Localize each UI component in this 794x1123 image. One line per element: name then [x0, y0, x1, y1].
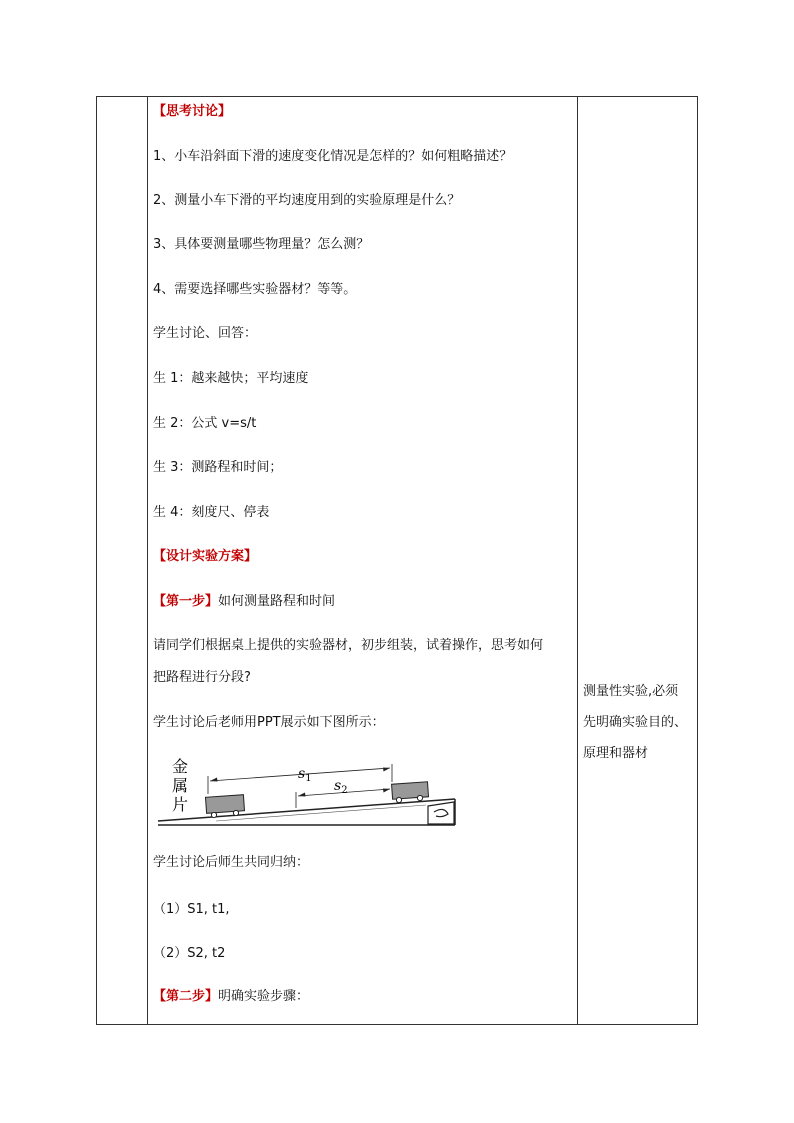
answer-2: 生 2：公式 v=s/t	[153, 416, 257, 431]
s2-label: $s_2$	[334, 778, 348, 796]
column-divider-left	[147, 97, 148, 1024]
incline-figure	[156, 752, 460, 832]
s1-arrowhead-right	[383, 768, 390, 772]
step-1	[153, 594, 335, 610]
answer-1: 生 1：越来越快；平均速度	[153, 371, 309, 386]
question-4: 4、需要选择哪些实验器材？等等。	[153, 282, 357, 297]
s2-arrowhead-right	[383, 789, 390, 793]
paragraph-line-2: 把路程进行分段?	[153, 670, 251, 685]
paragraph-line-1: 请同学们根据桌上提供的实验器材，初步组装，试着操作，思考如何	[153, 638, 544, 653]
answer-3: 生 3：测路程和时间；	[153, 460, 283, 475]
step-2-text: 明确实验步骤：	[218, 989, 310, 1004]
student-intro: 学生讨论、回答：	[153, 326, 258, 341]
step-1-tag: 【第一步】	[153, 594, 219, 609]
incline-surface	[158, 799, 455, 821]
note-line-2: 先明确实验目的、	[583, 715, 688, 730]
cart-top-wheel-1	[396, 797, 401, 802]
incline-under	[216, 805, 426, 821]
cart-top	[392, 782, 429, 799]
cart-bottom-wheel-2	[233, 810, 238, 815]
cart-bottom-wheel-1	[211, 812, 216, 817]
summary-intro: 学生讨论后师生共同归纳：	[153, 855, 310, 870]
heading-discussion: 【思考讨论】	[153, 104, 232, 119]
result-2: （2）S2, t2	[153, 946, 226, 961]
ppt-intro: 学生讨论后老师用PPT展示如下图所示：	[153, 715, 385, 730]
question-1: 1、小车沿斜面下滑的速度变化情况是怎样的？如何粗略描述？	[153, 149, 513, 164]
s1-label: $s_1$	[298, 766, 312, 784]
result-1: （1）S1, t1,	[153, 902, 230, 917]
metal-label-3: 片	[171, 795, 189, 814]
column-divider-right	[577, 97, 578, 1024]
answer-4: 生 4：刻度尺、停表	[153, 505, 270, 520]
support-block-icon	[428, 802, 454, 824]
note-line-1: 测量性实验,必须	[583, 684, 679, 699]
step-2-tag: 【第二步】	[153, 989, 219, 1004]
heading-design: 【设计实验方案】	[153, 549, 258, 564]
metal-label-2: 属	[171, 776, 189, 795]
teacher-note	[583, 676, 695, 769]
s2-arrowhead-left	[298, 793, 306, 797]
step-2	[153, 989, 309, 1005]
cart-bottom	[205, 795, 244, 814]
metal-label-1: 金	[171, 757, 189, 776]
cart-top-wheel-2	[417, 795, 422, 800]
note-line-3: 原理和器材	[583, 746, 649, 761]
step-1-text: 如何测量路程和时间	[218, 594, 336, 609]
question-2: 2、测量小车下滑的平均速度用到的实验原理是什么？	[153, 193, 461, 208]
question-3: 3、具体要测量哪些物理量？怎么测？	[153, 237, 370, 252]
s1-arrowhead-left	[210, 778, 218, 782]
